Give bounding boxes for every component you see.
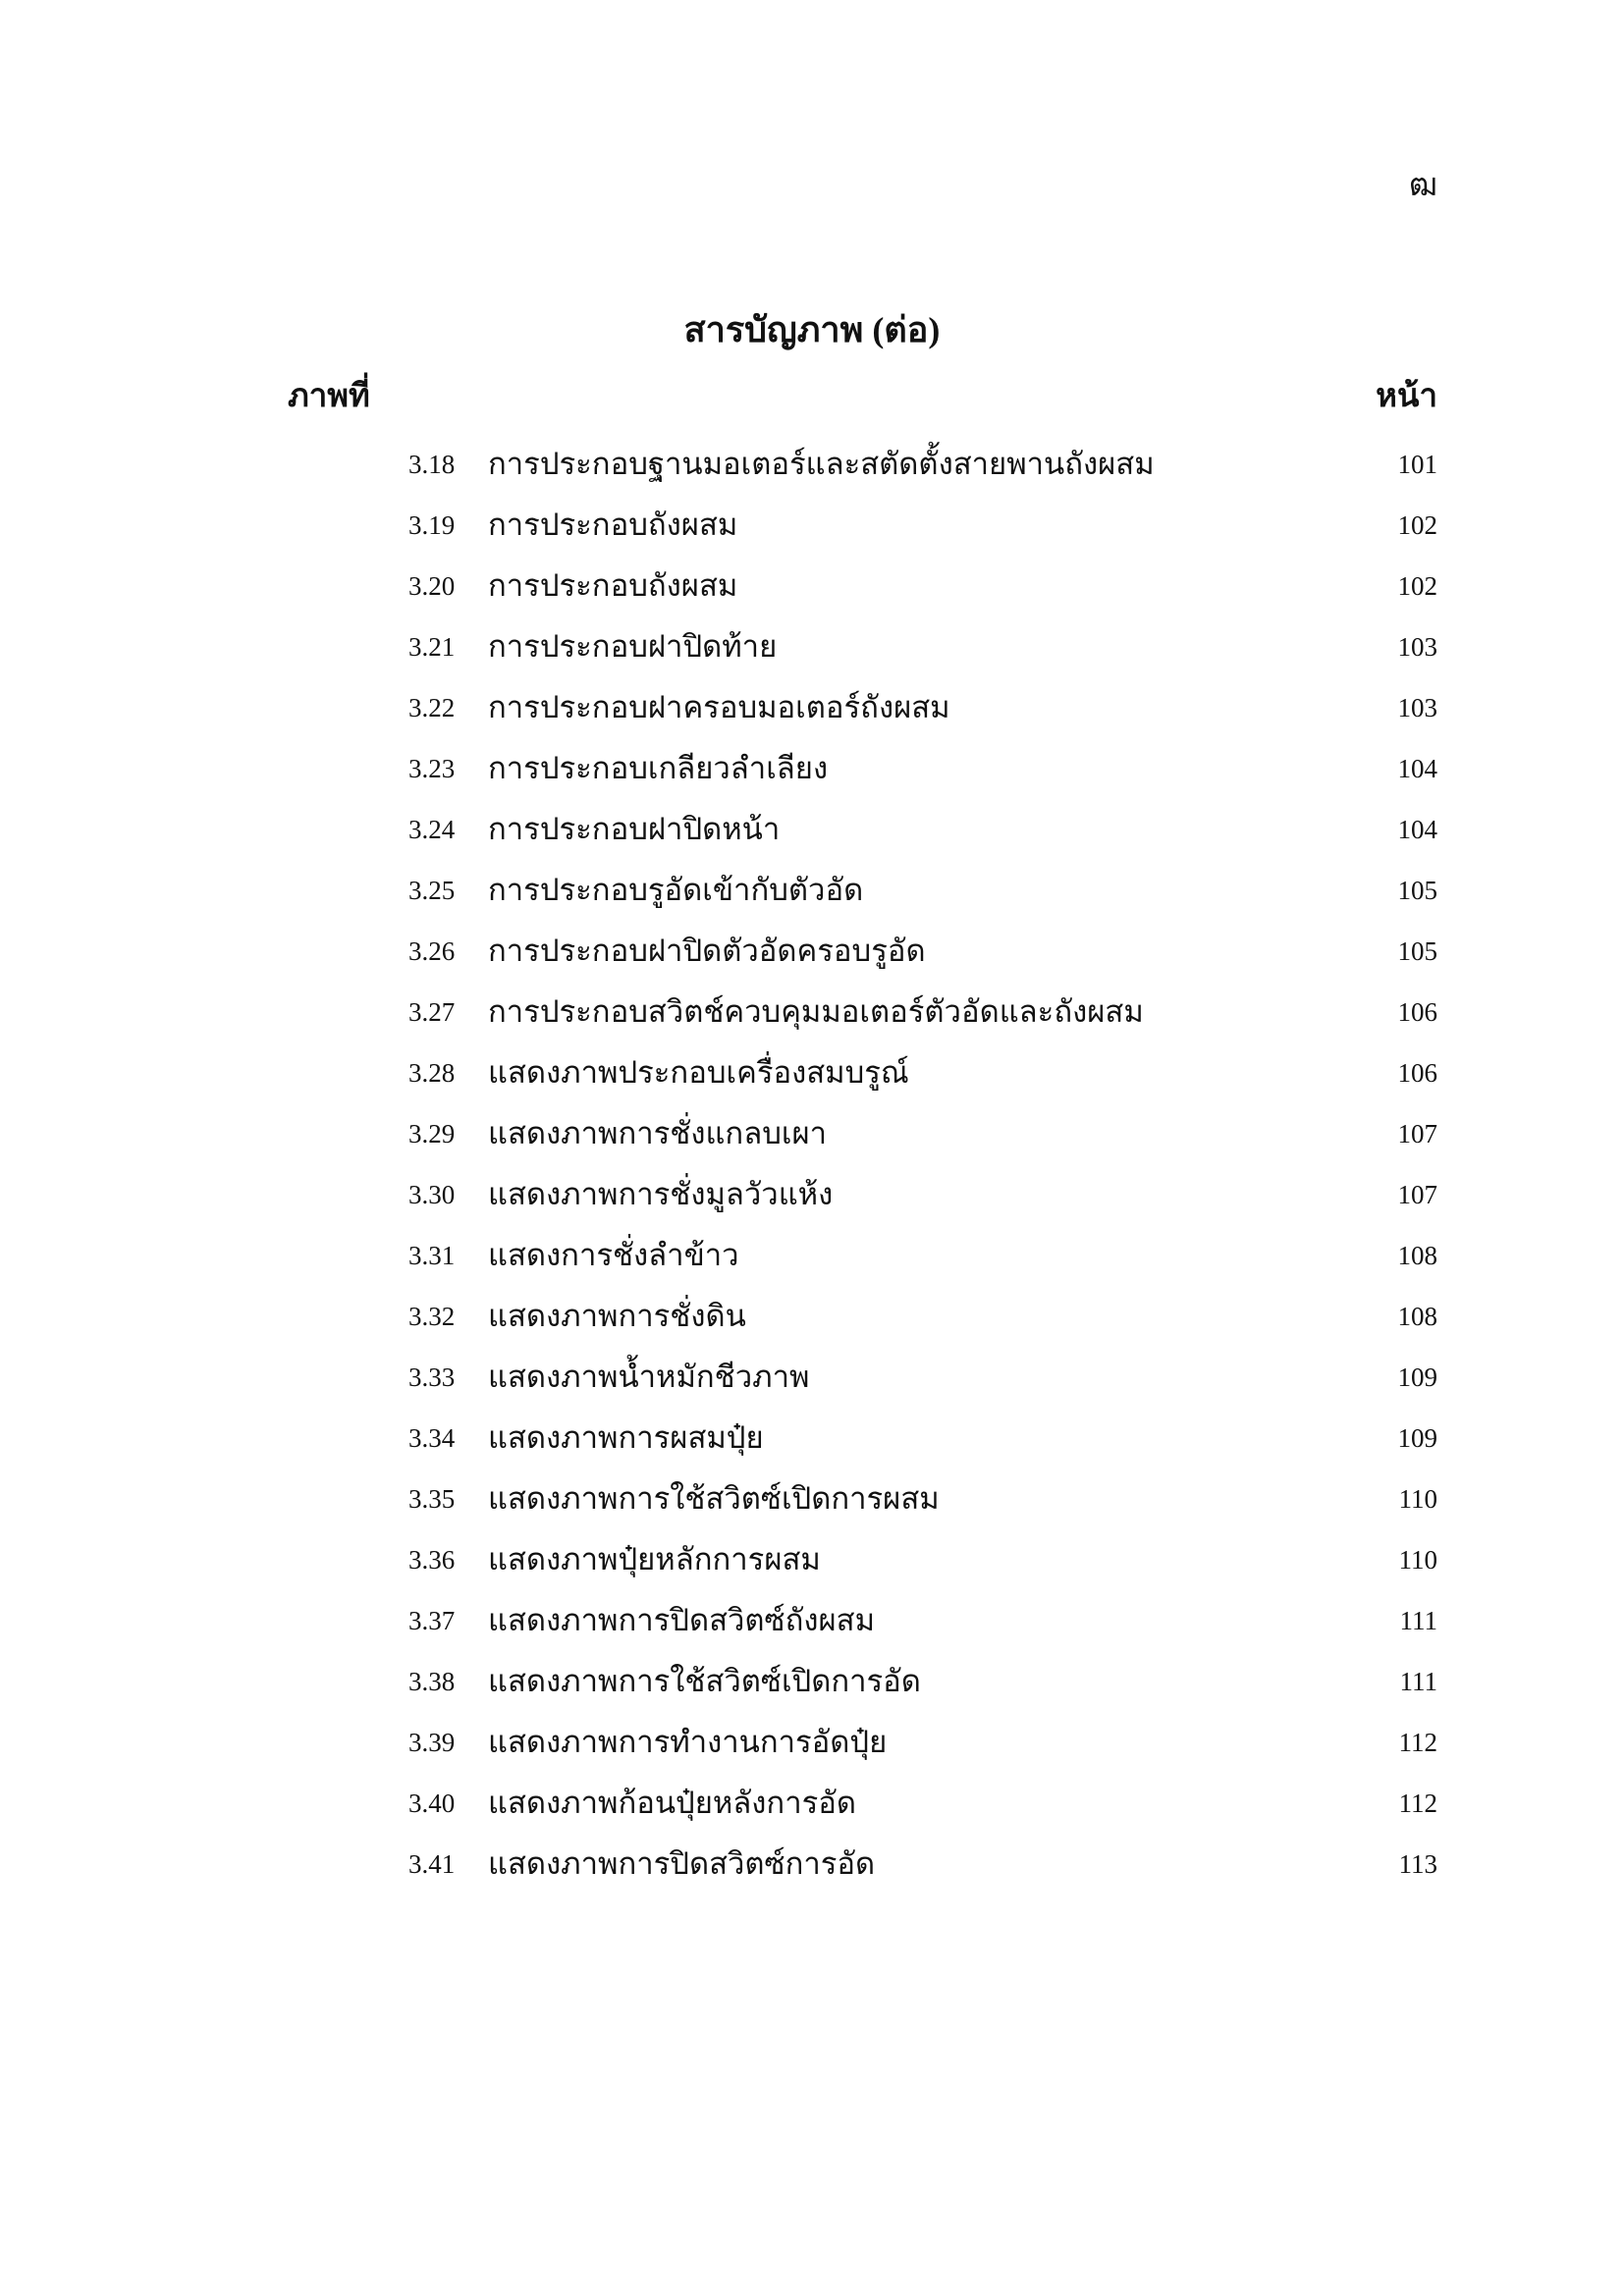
figure-caption: การประกอบเกลียวลำเลียง: [488, 751, 829, 785]
list-item[interactable]: [0, 921, 1624, 982]
figure-page: 104: [1397, 815, 1437, 844]
figure-page: 105: [1397, 876, 1437, 905]
figure-number: 3.21: [408, 632, 456, 662]
figure-number: 3.19: [408, 510, 456, 540]
figure-caption: แสดงภาพการทำงานการอัดปุ๋ย: [488, 1725, 888, 1759]
figure-caption: แสดงภาพก้อนปุ๋ยหลังการอัด: [488, 1786, 857, 1820]
figure-number: 3.27: [408, 997, 456, 1027]
figure-caption: การประกอบฝาครอบมอเตอร์ถังผสม: [488, 690, 950, 724]
list-item[interactable]: [0, 1590, 1624, 1651]
figure-caption: การประกอบฐานมอเตอร์และสตัดตั้งสายพานถังผสม: [488, 447, 1155, 481]
list-item[interactable]: [0, 1651, 1624, 1712]
figure-page: 105: [1397, 936, 1437, 966]
list-item[interactable]: [0, 1408, 1624, 1468]
figure-caption: แสดงภาพการผสมปุ๋ย: [488, 1420, 764, 1455]
list-item[interactable]: [0, 738, 1624, 799]
figure-page: 108: [1397, 1241, 1437, 1270]
list-item[interactable]: [0, 434, 1624, 495]
figure-number: 3.34: [408, 1423, 456, 1453]
figure-page: 107: [1397, 1180, 1437, 1209]
figure-page: 103: [1397, 632, 1437, 662]
figure-caption: การประกอบสวิตช์ควบคุมมอเตอร์ตัวอัดและถังผสม: [488, 994, 1144, 1029]
figure-caption: แสดงภาพการชั่งมูลวัวแห้ง: [488, 1177, 834, 1211]
figure-page: 107: [1397, 1119, 1437, 1148]
figure-page: 106: [1397, 997, 1437, 1027]
figure-caption: แสดงภาพการปิดสวิตซ์การอัด: [488, 1846, 876, 1881]
figure-caption: แสดงภาพการใช้สวิตซ์เปิดการผสม: [488, 1481, 940, 1516]
list-item[interactable]: [0, 1103, 1624, 1164]
figure-page: 111: [1399, 1667, 1437, 1696]
figure-caption: แสดงภาพปุ๋ยหลักการผสม: [488, 1542, 821, 1576]
figure-page: 102: [1397, 510, 1437, 540]
list-item[interactable]: [0, 1468, 1624, 1529]
figure-number: 3.33: [408, 1362, 456, 1392]
figure-number: 3.23: [408, 754, 456, 783]
figure-number: 3.25: [408, 876, 456, 905]
figure-number: 3.20: [408, 571, 456, 601]
figure-caption: การประกอบฝาปิดท้าย: [488, 629, 778, 664]
list-item[interactable]: [0, 799, 1624, 860]
page-title: สารบัญภาพ (ต่อ): [683, 310, 941, 349]
list-item[interactable]: [0, 1042, 1624, 1103]
figure-number: 3.37: [408, 1606, 456, 1635]
figure-number: 3.24: [408, 815, 456, 844]
figure-number: 3.41: [408, 1849, 456, 1879]
figure-caption: แสดงภาพประกอบเครื่องสมบรูณ์: [488, 1055, 909, 1090]
page-number: ฒ: [1409, 167, 1437, 202]
list-item[interactable]: [0, 1286, 1624, 1347]
figure-number: 3.31: [408, 1241, 456, 1270]
figure-number: 3.29: [408, 1119, 456, 1148]
figure-number: 3.35: [408, 1484, 456, 1514]
list-item[interactable]: [0, 1164, 1624, 1225]
figure-number: 3.30: [408, 1180, 456, 1209]
figure-page: 103: [1397, 693, 1437, 722]
figure-number: 3.28: [408, 1058, 456, 1088]
figure-caption: การประกอบฝาปิดตัวอัดครอบรูอัด: [488, 934, 926, 968]
figure-page: 101: [1397, 450, 1437, 479]
figure-page: 113: [1398, 1849, 1437, 1879]
figure-page: 112: [1398, 1728, 1437, 1757]
figure-page: 109: [1397, 1423, 1437, 1453]
figure-page: 111: [1399, 1606, 1437, 1635]
figure-caption: แสดงภาพน้ำหมักชีวภาพ: [488, 1360, 810, 1394]
figure-caption: แสดงภาพการใช้สวิตซ์เปิดการอัด: [488, 1664, 921, 1698]
figure-caption: การประกอบฝาปิดหน้า: [488, 812, 781, 846]
figure-number: 3.40: [408, 1789, 456, 1818]
figure-caption: การประกอบถังผสม: [488, 568, 738, 603]
figure-number: 3.32: [408, 1302, 456, 1331]
column-header-figure: ภาพที่: [288, 379, 370, 414]
figure-number: 3.39: [408, 1728, 456, 1757]
figure-page: 102: [1397, 571, 1437, 601]
figure-page: 110: [1398, 1484, 1437, 1514]
figure-list: [0, 434, 1624, 1895]
figure-page: 110: [1398, 1545, 1437, 1575]
list-item[interactable]: [0, 556, 1624, 616]
figure-page: 104: [1397, 754, 1437, 783]
figure-number: 3.38: [408, 1667, 456, 1696]
figure-caption: แสดงภาพการชั่งดิน: [488, 1299, 746, 1333]
list-item[interactable]: [0, 982, 1624, 1042]
figure-page: 106: [1397, 1058, 1437, 1088]
figure-number: 3.36: [408, 1545, 456, 1575]
figure-number: 3.18: [408, 450, 456, 479]
figure-number: 3.22: [408, 693, 456, 722]
list-item[interactable]: [0, 1225, 1624, 1286]
list-item[interactable]: [0, 1773, 1624, 1834]
figure-caption: แสดงการชั่งลำข้าว: [488, 1238, 739, 1272]
list-item[interactable]: [0, 1347, 1624, 1408]
figure-page: 108: [1397, 1302, 1437, 1331]
column-header-page: หน้า: [1376, 379, 1437, 414]
figure-caption: การประกอบถังผสม: [488, 507, 738, 542]
list-item[interactable]: [0, 495, 1624, 556]
list-item[interactable]: [0, 1712, 1624, 1773]
list-item[interactable]: [0, 677, 1624, 738]
figure-caption: แสดงภาพการชั่งแกลบเผา: [488, 1116, 828, 1150]
list-item[interactable]: [0, 1529, 1624, 1590]
figure-page: 112: [1398, 1789, 1437, 1818]
list-item[interactable]: [0, 1834, 1624, 1895]
list-item[interactable]: [0, 616, 1624, 677]
figure-number: 3.26: [408, 936, 456, 966]
figure-caption: แสดงภาพการปิดสวิตซ์ถังผสม: [488, 1603, 876, 1637]
figure-page: 109: [1397, 1362, 1437, 1392]
list-item[interactable]: [0, 860, 1624, 921]
figure-caption: การประกอบรูอัดเข้ากับตัวอัด: [488, 873, 864, 907]
